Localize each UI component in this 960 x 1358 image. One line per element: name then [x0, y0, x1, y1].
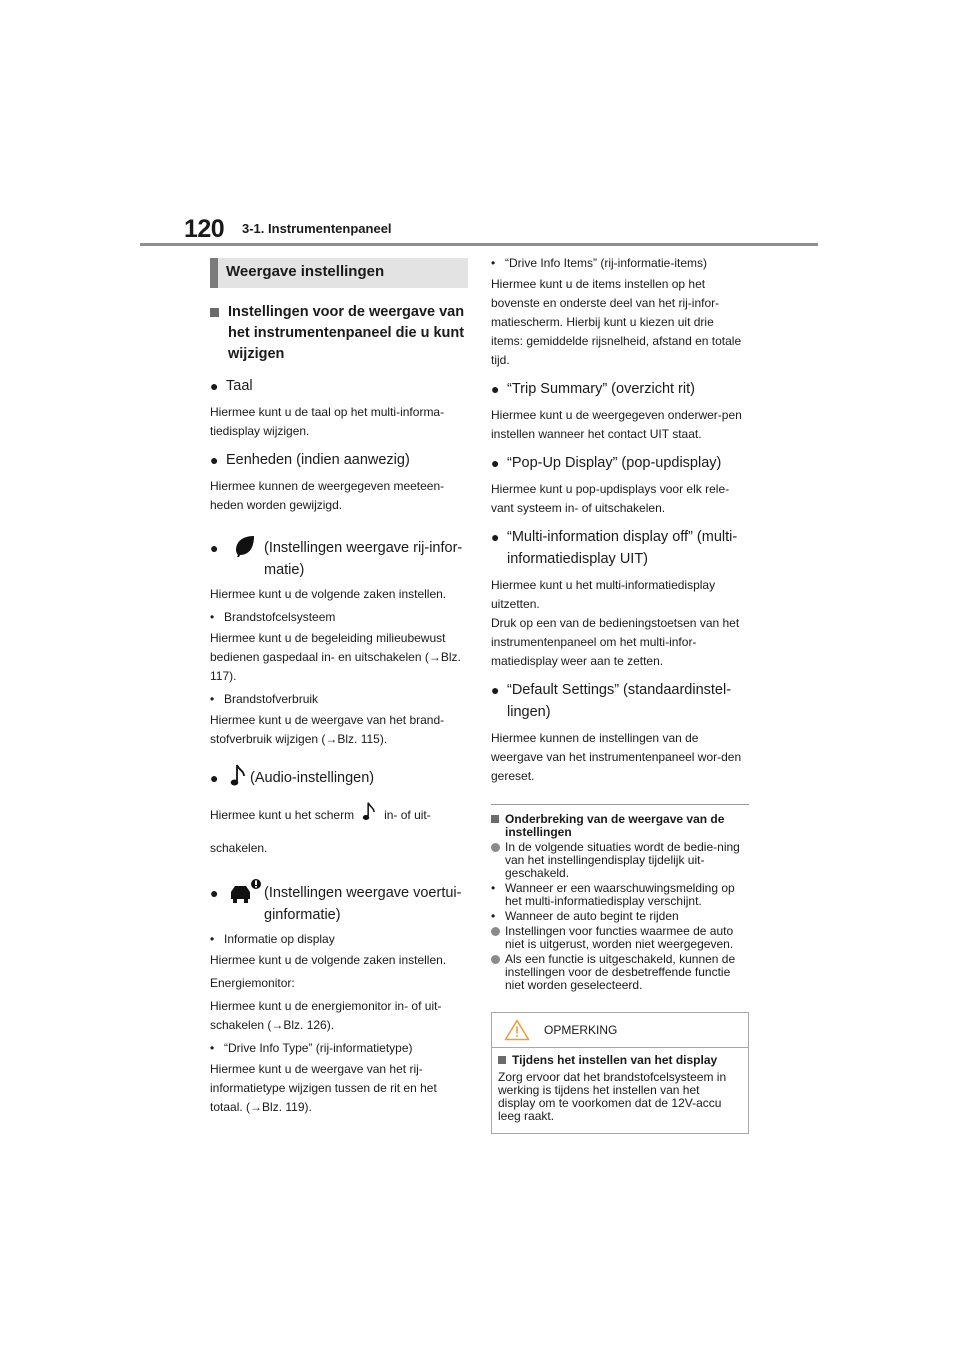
list-item-desc: Hiermee kunt u de begeleiding milieubewust bedienen gaspedaal in- en uitschakelen (→Blz. 117). [210, 631, 461, 683]
setting-eenheden [210, 449, 468, 471]
header-divider [140, 243, 818, 246]
setting-popup-display [491, 452, 749, 474]
bullet-dot-icon: ● [210, 885, 219, 901]
setting-desc: Hiermee kunnen de weergegeven meeteen-heden worden gewijzigd. [210, 479, 445, 512]
setting-default [491, 679, 749, 723]
audio-desc-line2: schakelen. [210, 841, 268, 855]
setting-taal [210, 375, 468, 397]
setting-desc: Hiermee kunt u de volgende zaken instellen. [210, 587, 447, 601]
note-title: Onderbreking van de weergave van de instellingen [491, 813, 749, 839]
note-item: Instellingen voor functies waarmee de auto niet is uitgerust, worden niet weergegeven. [491, 925, 749, 951]
setting-desc: Hiermee kunt u de taal op het multi-informa-tiedisplay wijzigen. [210, 405, 445, 438]
section-reference: 3-1. Instrumentenpaneel [242, 221, 392, 236]
list-item-desc: Hiermee kunt u de items instellen op het bovenste en onderste deel van het rij-infor-matiescherm. Hierbij kunt u kiezen uit drie items: gemiddelde rijsnelheid, afstand en totale tijd. [491, 277, 742, 367]
notice-title: Tijdens het instellen van het display [498, 1054, 740, 1067]
setting-desc: Hiermee kunt u het multi-informatiedisplay uitzetten. [491, 578, 716, 611]
setting-desc: Druk op een van de bedieningstoetsen van het instrumentenpaneel om het multi-infor-matiedisplay weer aan te zetten. [491, 616, 740, 668]
eco-leaf-icon [226, 529, 264, 563]
list-item: • Brandstofcelsysteem [210, 608, 468, 627]
setting-desc: Hiermee kunt u de weergegeven onderwer-pen instellen wanneer het contact UIT staat. [491, 408, 742, 441]
list-item: • Brandstofverbruik [210, 690, 468, 709]
setting-desc: Hiermee kunt u pop-updisplays voor elk rele-vant systeem in- of uitschakelen. [491, 482, 730, 515]
section-title: Weergave instellingen [210, 258, 468, 288]
right-column [491, 258, 749, 1134]
setting-title: “Default Settings” (standaardinstel-lingen) [507, 682, 732, 720]
note-subitem: • Wanneer de auto begint te rijden [491, 909, 679, 923]
bullet-dot-icon: ● [491, 682, 500, 698]
circle-bullet-icon [491, 925, 505, 934]
subsection-title: Instellingen voor de weergave van het instrumentenpaneel die u kunt wijzigen [210, 302, 468, 365]
page-number: 120 [184, 215, 225, 243]
notice-box [491, 1012, 749, 1134]
bullet-mark: • [491, 909, 496, 923]
bullet-mark: • [210, 610, 215, 624]
setting-title: (Instellingen weergave rij-infor-matie) [264, 540, 463, 578]
notice-box-header [492, 1013, 748, 1048]
list-item-desc: Hiermee kunt u de weergave van het rij-informatietype wijzigen tussen de rit en het totaal. (→Blz. 119). [210, 1062, 437, 1114]
bullet-mark: • [491, 256, 496, 270]
setting-title: “Multi-information display off” (multi-informatiedisplay UIT) [507, 529, 738, 567]
notice-box-body [492, 1048, 748, 1123]
bullet-mark: • [210, 1041, 215, 1055]
setting-voertuig [210, 874, 468, 926]
circle-bullet-icon [491, 841, 505, 850]
energie-label: Energiemonitor: [210, 976, 295, 990]
list-item: • “Drive Info Type” (rij-informatietype) [210, 1039, 468, 1058]
energie-desc: Hiermee kunt u de energiemonitor in- of uit-schakelen (→Blz. 126). [210, 999, 442, 1032]
bullet-dot-icon: ● [491, 455, 500, 471]
square-bullet-icon [491, 815, 499, 823]
setting-title: “Pop-Up Display” (pop-updisplay) [507, 455, 722, 471]
list-item-desc: Hiermee kunt u de volgende zaken instellen. [210, 953, 447, 967]
setting-title: “Trip Summary” (overzicht rit) [507, 381, 695, 397]
list-item: • “Drive Info Items” (rij-informatie-items) [491, 254, 749, 273]
setting-desc: Hiermee kunnen de instellingen van de weergave van het instrumentenpaneel wor-den gereset. [491, 731, 742, 783]
setting-audio [210, 759, 468, 793]
square-bullet-icon [210, 308, 219, 317]
bullet-mark: • [210, 692, 215, 706]
audio-desc-line: Hiermee kunt u het scherm in- of uit- [210, 801, 468, 829]
bullet-dot-icon: ● [491, 529, 500, 545]
notice-desc: Zorg ervoor dat het brandstofcelsysteem in werking is tijdens het instellen van het display om te voorkomen dat de 12V-accu leeg raakt. [498, 1070, 727, 1123]
left-column [210, 258, 468, 1121]
notice-label: OPMERKING [544, 1023, 618, 1037]
bullet-mark: • [210, 932, 215, 946]
bullet-dot-icon: ● [491, 381, 500, 397]
note-item: Als een functie is uitgeschakeld, kunnen de instellingen voor de desbetreffende functie niet worden geselecteerd. [491, 953, 749, 992]
car-info-icon [226, 874, 264, 908]
bullet-dot-icon: ● [210, 378, 219, 394]
music-note-icon [354, 801, 384, 829]
list-item-desc: Hiermee kunt u de weergave van het brand-stofverbruik wijzigen (→Blz. 115). [210, 713, 445, 746]
setting-trip-summary [491, 378, 749, 400]
list-item: • Informatie op display [210, 930, 468, 949]
bullet-dot-icon: ● [210, 770, 219, 786]
setting-multi-info-off [491, 526, 749, 570]
setting-title: Taal [226, 378, 253, 394]
setting-title: Eenheden (indien aanwezig) [226, 452, 410, 468]
setting-title: (Audio-instellingen) [250, 770, 375, 786]
bullet-dot-icon: ● [210, 452, 219, 468]
note-item: In de volgende situaties wordt de bedie-ning van het instellingendisplay tijdelijk uit-geschakeld. [491, 841, 749, 880]
bullet-mark: • [491, 881, 496, 895]
bullet-dot-icon: ● [210, 540, 219, 556]
setting-rij-informatie [210, 529, 468, 581]
note-divider [491, 804, 749, 805]
warning-triangle-icon [492, 1019, 542, 1041]
square-bullet-icon [498, 1056, 506, 1064]
circle-bullet-icon [491, 953, 505, 962]
music-note-icon [226, 759, 250, 793]
setting-title: (Instellingen weergave voertui-ginformatie) [264, 885, 462, 923]
note-subitem: • Wanneer er een waarschuwingsmelding op het multi-informatiedisplay verschijnt. [491, 881, 735, 908]
